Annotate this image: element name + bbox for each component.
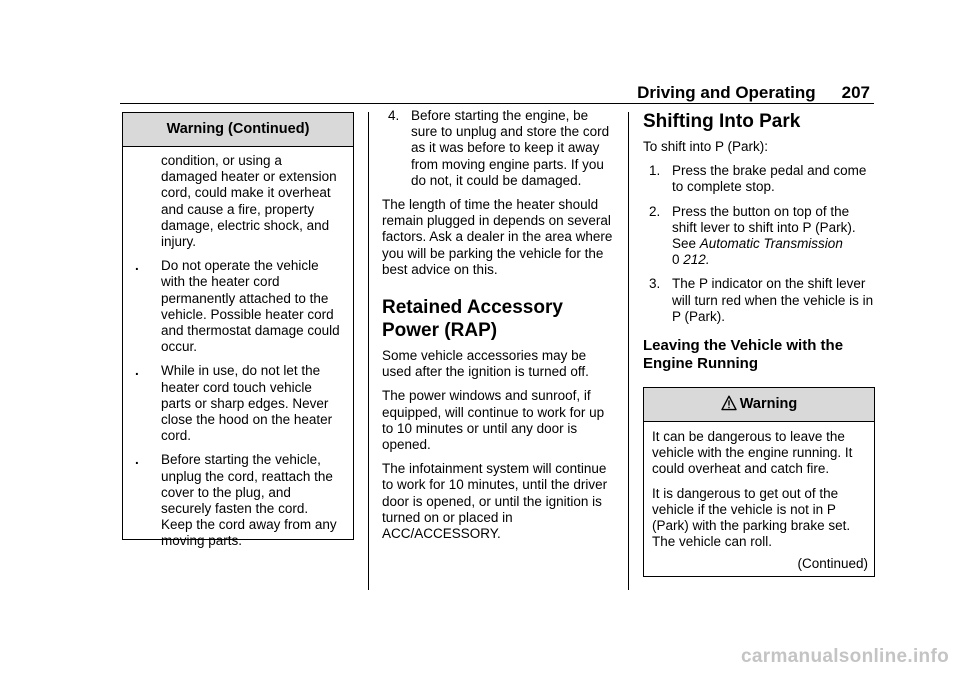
rap-paragraph-1: Some vehicle accessories may be used after the ignition is turned off. — [382, 348, 589, 380]
heater-duration-paragraph: The length of time the heater should remain plugged in depends on several factors. Ask a dealer in the area where you will be parking the vehicle for the best advice on this. — [382, 197, 613, 277]
warning-icon — [721, 395, 737, 411]
column-divider-left — [368, 112, 369, 590]
warning-paragraph-2: It is dangerous to get out of the vehicle if the vehicle is not in P (Park) with the parking brake set. The vehicle can roll. — [652, 485, 851, 550]
page-ref-number[interactable]: 212 — [683, 252, 706, 268]
shift-step-3: 3. The P indicator on the shift lever will turn red when the vehicle is in P (Park). — [649, 276, 874, 324]
page-number: 207 — [841, 83, 870, 102]
warning-continued-label: (Continued) — [797, 555, 868, 571]
shift-step-2: 2. Press the button on top of the shift lever to shift into P (Park). See Automatic Transmission 0 212. — [649, 203, 856, 268]
warning-bullet: . Before starting the vehicle, unplug the cord, reattach the cover to the plug, and securely fasten the cord. Keep the cord away from any moving parts. — [135, 452, 337, 549]
step-4: 4. Before starting the engine, be sure to unplug and store the cord as it was before to keep it away from moving engine parts. If you do not, it could be damaged. — [388, 108, 610, 188]
section-title: Driving and Operating — [637, 83, 816, 102]
warning-title: Warning — [739, 396, 798, 413]
warning-continuation-text: condition, or using a damaged heater or extension cord, could make it overheat and cause a fire, property damage, electric shock, and injury. — [161, 153, 337, 250]
page-header — [600, 83, 870, 103]
leaving-vehicle-subheading: Leaving the Vehicle with the Engine Running — [643, 337, 844, 373]
warning-header — [644, 388, 874, 422]
rap-heading: Retained Accessory Power (RAP) — [382, 297, 563, 342]
automatic-transmission-link[interactable]: Automatic Transmission — [699, 236, 843, 252]
warning-paragraph-1: It can be dangerous to leave the vehicle with the engine running. It could overheat and catch fire. — [652, 429, 853, 477]
watermark: carmanualsonline.info — [741, 646, 949, 667]
header-rule — [120, 103, 874, 104]
shift-step-1: 1. Press the brake pedal and come to complete stop. — [649, 163, 867, 195]
rap-paragraph-3: The infotainment system will continue to work for 10 minutes, until the driver door is opened, or until the ignition is turned on or placed in ACC/ACCESSORY. — [382, 461, 608, 542]
middle-column — [382, 108, 614, 550]
right-column — [643, 108, 875, 577]
bullet-glyph: . — [135, 258, 139, 274]
warning-continued-title: Warning (Continued) — [123, 113, 353, 147]
shifting-into-park-heading: Shifting Into Park — [643, 111, 801, 132]
bullet-glyph: . — [135, 452, 139, 468]
shift-intro: To shift into P (Park): — [643, 139, 769, 154]
rap-paragraph-2: The power windows and sunroof, if equipped, will continue to work for up to 10 minutes or until any door is opened. — [382, 388, 605, 453]
warning-bullet: . While in use, do not let the heater cord touch vehicle parts or sharp edges. Never close the hood on the heater cord. — [135, 363, 333, 444]
warning-continued-box — [122, 112, 354, 549]
warning-bullet: . Do not operate the vehicle with the heater cord permanently attached to the vehicle. Possible heater cord and thermostat damage could occur. — [135, 258, 340, 355]
bullet-glyph: . — [135, 363, 139, 379]
warning-box — [643, 387, 875, 577]
column-divider-right — [628, 112, 629, 590]
page-ref-icon: 0 — [672, 252, 680, 268]
